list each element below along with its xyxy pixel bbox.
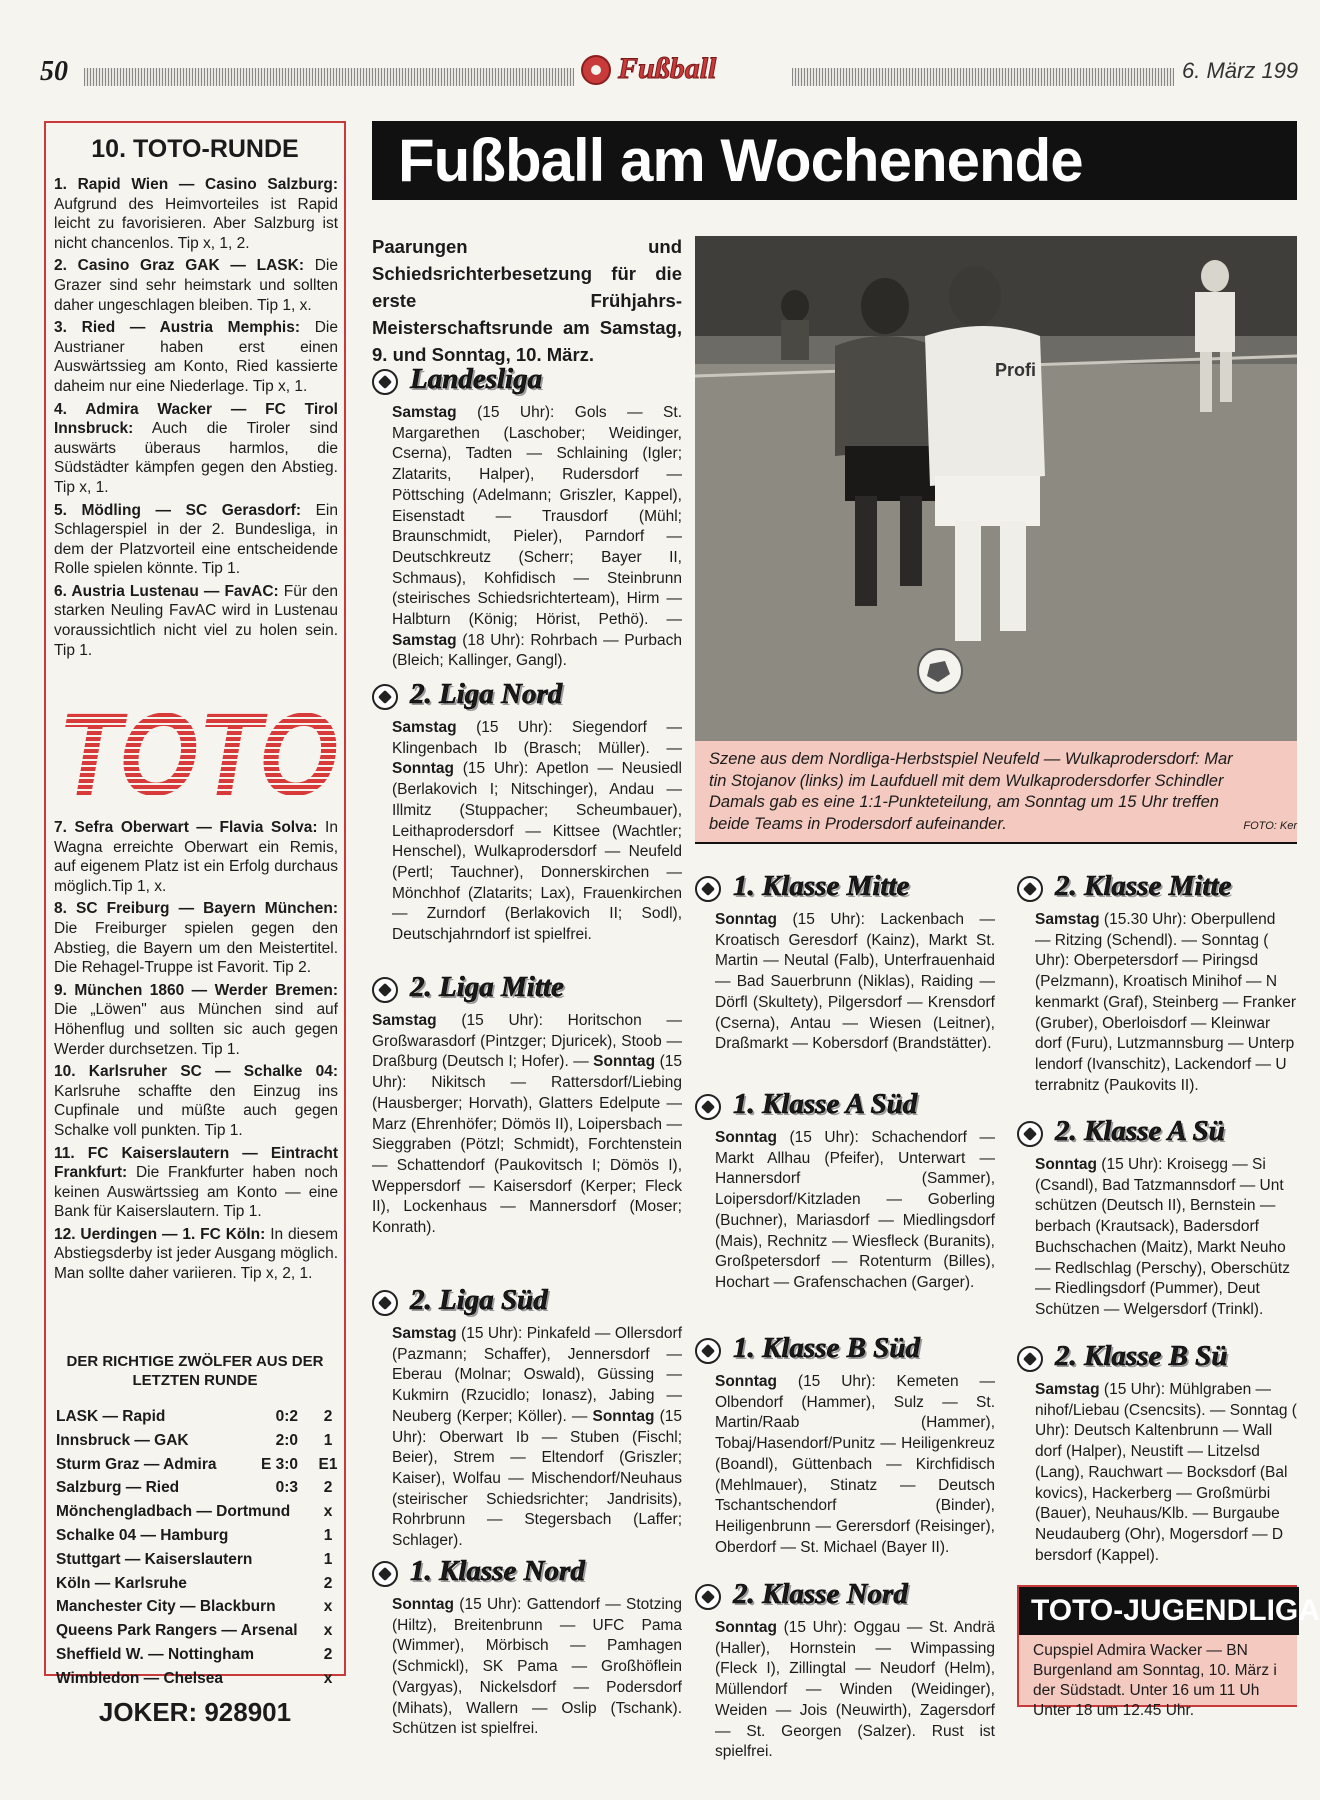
fixture-text: (15 Uhr): Mühlgraben — (1099, 1381, 1272, 1398)
fixture-line (1035, 1484, 1297, 1505)
toto-game (54, 1225, 338, 1284)
photo-credit: FOTO: Ker (1243, 820, 1297, 832)
fixture-text: (15 Uhr): Kroisegg — Si (1097, 1156, 1266, 1173)
toto-logo-text: TOTO (58, 689, 338, 821)
league-fixtures (715, 1128, 995, 1294)
table-row (56, 1548, 338, 1572)
fixture-line (1035, 1196, 1297, 1217)
table-row (56, 1429, 338, 1453)
table-row (56, 1476, 338, 1500)
football-icon (372, 684, 398, 710)
football-icon (695, 1338, 721, 1364)
fixture-day: Sonntag (1035, 1156, 1097, 1173)
fixture-text: schützen (Deutsch II), Bernstein — (1035, 1197, 1276, 1215)
fixture-text: (Gruber), Oberloisdorf — Kleinwar (1035, 1014, 1271, 1032)
fixture-text: nihof/Liebau (Csencsits). — Sonntag ( (1035, 1401, 1297, 1419)
game-comment: Ein Schlagerspiel in der 2. Bundesliga, in dem der Platzvorteil eine entscheidende Rolle spielen könnte. Tip 1. (54, 501, 338, 578)
game-match: 1. Rapid Wien — Casino Salzburg: (54, 176, 338, 193)
fixture-text: Neudauberg (Ohr), Mogersdorf — D (1035, 1525, 1284, 1543)
result-tip: 1 (323, 1526, 333, 1544)
league-title: 2. Liga Nord (410, 678, 563, 710)
result-match: Stuttgart — Kaiserslautern (56, 1550, 253, 1568)
league-1-klasse-mitte (695, 870, 995, 1055)
result-match: Sheffield W. — Nottingham (56, 1645, 255, 1663)
fixture-line (1035, 1217, 1297, 1238)
toto-game (54, 899, 338, 977)
league-title: 1. Klasse B Süd (733, 1332, 920, 1364)
league-title: 1. Klasse Mitte (733, 870, 910, 902)
jugend-line: Burgenland am Sonntag, 10. März i (1033, 1662, 1277, 1679)
toto-game (54, 818, 338, 896)
result-match: Manchester City — Blackburn (56, 1598, 276, 1616)
fixture-text: (Pelzmann), Kroatisch Minihof — N (1035, 973, 1278, 991)
league-1-klasse-nord (372, 1555, 682, 1740)
fixture-text: (15.30 Uhr): Oberpullend (1099, 911, 1276, 928)
league-2-klasse-b-sued (1017, 1340, 1297, 1566)
game-comment: Aufgrund des Heimvorteiles ist Rapid leicht zu favorisieren. Aber Salzburg ist nicht chancenlos. Tip x, 1, 2. (54, 195, 338, 252)
fixture-day: Samstag (392, 631, 457, 649)
game-match: 6. Austria Lustenau — FavAC: (54, 582, 279, 600)
fixture-day: Samstag (372, 1012, 437, 1029)
league-1-klasse-a-sued (695, 1088, 995, 1294)
game-match: 8. SC Freiburg — Bayern München: (54, 900, 338, 918)
result-score: 2:0 (275, 1431, 298, 1449)
game-comment: Die „Löwen" aus München sind auf Höhenflug und sollten sic auch gegen Werder durchsetzen. Tip 1. (54, 1001, 338, 1058)
result-match: Queens Park Rangers — Arsenal (56, 1622, 298, 1640)
league-2-klasse-nord (695, 1578, 995, 1763)
fixture-line (1035, 993, 1297, 1014)
table-row (56, 1524, 338, 1548)
fixture-line (1035, 1463, 1297, 1484)
result-tip: x (323, 1503, 333, 1521)
fixture-day: Samstag (1035, 1381, 1100, 1398)
game-comment: In Wagna erreichte Oberwart ein Remis, auf eigenem Platz ist ein Erfolg durchaus möglich.Tip 1, x. (54, 819, 338, 895)
fixture-text: Uhr): Deutsch Kaltenbrunn — Wall (1035, 1422, 1273, 1440)
shirt-sponsor: Profi (995, 360, 1037, 380)
jugend-line: der Südstadt. Unter 16 um 11 Uh (1033, 1682, 1260, 1699)
fixture-text: (18 Uhr): Rohrbach — Purbach (Bleich; Kallinger, Gangl). (392, 631, 682, 670)
toto-game (54, 256, 338, 315)
fixture-day: Sonntag (392, 760, 454, 778)
game-comment: Die Grazer sind sehr heimstark und sollten daher ungeschlagen bleiben. Tip 1, x. (54, 257, 338, 314)
toto-games-top (54, 175, 338, 663)
league-fixtures (715, 1618, 995, 1763)
fixture-line (1035, 1525, 1297, 1546)
result-match: Salzburg — Ried (56, 1479, 180, 1497)
fixture-day: Samstag (392, 1325, 457, 1342)
league-title: 1. Klasse Nord (410, 1555, 585, 1587)
page-header (40, 52, 1297, 92)
fixture-line (1035, 931, 1297, 952)
fixture-text: dorf (Halper), Neustift — Litzelsd (1035, 1443, 1260, 1461)
league-fixtures (392, 403, 682, 672)
league-title: 2. Liga Mitte (410, 971, 564, 1003)
fixture-day: Sonntag (715, 1373, 777, 1390)
league-2-klasse-mitte (1017, 870, 1297, 1096)
league-landesliga (372, 363, 682, 672)
photo-scene (695, 236, 1297, 741)
league-title: 2. Klasse A Sü (1055, 1115, 1225, 1147)
game-comment: Die Frankfurter haben noch keinen Auswärtssieg am Konto — eine Bank für Kaiserslautern. Tip 1. (54, 1164, 338, 1221)
toto-games-bottom (54, 818, 338, 1287)
fixture-text: Buchschachen (Maitz), Markt Neuho (1035, 1238, 1286, 1256)
league-liga-nord (372, 678, 682, 946)
results-table (56, 1405, 338, 1691)
fixture-day: Samstag (392, 719, 457, 736)
result-score: E 3:0 (260, 1455, 298, 1473)
fixture-text: (15 Uhr): Apetlon — Neusiedl (Berlakovich I; Nitschinger), Andau — Illmitz (Stuppacher; Scheumbauer), Leithaprodersdorf — Kittsee (Wachtler; Henschel), Wulkaprodersdorf — Neufeld (Pertl; Tauchner), Donnerskirchen — Mönchhof (Zlatarits; Lax), Frauenkirchen — Zurndorf (Berlakovich II; Sodl), Deutschjahrndorf ist spielfrei. (392, 760, 682, 944)
toto-game (54, 501, 338, 579)
table-row (56, 1667, 338, 1691)
fixture-day: Sonntag (592, 1407, 655, 1425)
toto-game (54, 1062, 338, 1140)
toto-game (54, 318, 338, 396)
toto-jugendliga-box (1017, 1585, 1320, 1719)
table-row (56, 1572, 338, 1596)
game-match: 2. Casino Graz GAK — LASK: (54, 257, 304, 275)
table-row (56, 1595, 338, 1619)
jugend-text (1033, 1641, 1305, 1721)
header-rule-left (84, 68, 574, 86)
fixture-day: Sonntag (715, 1619, 777, 1636)
fixture-line (1035, 1076, 1297, 1097)
result-tip: 2 (323, 1645, 333, 1663)
fixture-line (1035, 1034, 1297, 1055)
joker-number: JOKER: 928901 (98, 1697, 292, 1727)
fixture-text: (Csandl), Bad Tatzmannsdorf — Unt (1035, 1176, 1284, 1194)
fixture-text: kovics), Hackerberg — Großmürbi (1035, 1484, 1271, 1502)
game-match: 5. Mödling — SC Gerasdorf: (54, 501, 301, 519)
fixture-text: Uhr): Oberpetersdorf — Piringsd (1035, 952, 1259, 970)
toto-game (54, 400, 338, 498)
football-icon (695, 1094, 721, 1120)
fixture-line (1035, 1279, 1297, 1300)
table-row (56, 1643, 338, 1667)
fixture-text: (15 Uhr): Oggau — St. Andrä (Haller), Hornstein — Wimpassing (Fleck I), Zillingtal — Neudorf (Helm), Müllendorf — Winden (Weidinger), Weiden — Jois (Neuwirth), Zagersdorf — St. Georgen (Salzer). Rust ist spielfrei. (715, 1619, 995, 1761)
fixture-line (1035, 1504, 1297, 1525)
fixture-text: — Riedlingsdorf (Pummer), Deut (1035, 1280, 1260, 1298)
game-match: 9. München 1860 — Werder Bremen: (54, 981, 338, 999)
football-icon (1017, 1121, 1043, 1147)
intro-text: Paarungen und Schiedsrichterbesetzung für die erste Frühjahrs-Meisterschaftsrunde am Samstag, 9. und Sonntag, 10. März. (372, 236, 682, 365)
issue-date: 6. März 199 (1182, 58, 1299, 83)
toto-game (54, 582, 338, 660)
fixture-text: — Redlschlag (Perschy), Oberschütz (1035, 1259, 1290, 1277)
game-match: 11. FC Kaiserslautern — Eintracht Frankfurt: (54, 1144, 338, 1182)
fixture-text: (15 Uhr): Gattendorf — Stotzing (Hiltz), Breitenbrunn — UFC Pama (Wimmer), Mörbisch — Pamhagen (Schmickl), SK Pama — Großhöflein (Vargyas), Nickelsdorf — Podersdorf (Mihats), Wallern — Oslip (Tschank). Schützen ist spielfrei. (392, 1596, 682, 1738)
league-title: 2. Klasse Nord (733, 1578, 908, 1610)
league-fixtures (1035, 1155, 1297, 1321)
fixture-text: kenmarkt (Graf), Steinberg — Franker (1035, 993, 1296, 1011)
caption-line: Damals gab es eine 1:1-Punkteteilung, am Sonntag um 15 Uhr treffen (709, 793, 1219, 811)
fixture-text: Schützen — Welgersdorf (Trinkl). (1035, 1300, 1264, 1318)
table-row (56, 1619, 338, 1643)
league-title: 1. Klasse A Süd (733, 1088, 918, 1120)
toto-game (54, 175, 338, 253)
league-fixtures (1035, 1380, 1297, 1566)
football-icon (695, 876, 721, 902)
section-title: Fußball (618, 52, 717, 85)
fixture-text: (15 Uhr): Schachendorf — Markt Allhau (Pfeifer), Unterwart — Hannersdorf (Sammer), Loipersdorf/Kitzladen — Goberling (Buchner), Mariasdorf — Miedlingsdorf (Mais), Rechnitz — Wiesfleck (Buranits), Großpetersdorf — Rotenturm (Billes), Hochart — Grafenschachen (Garger). (715, 1129, 995, 1291)
fixture-line (1035, 1014, 1297, 1035)
football-icon (372, 1290, 398, 1316)
fixture-text: (15 Uhr): Pinkafeld — Ollersdorf (Pazmann; Schaffer), Jennersdorf — Eberau (Molnar; Oswald), Güssing — Kukmirn (Rzucidlo; Ionasz), Jabing — Neuberg (Kerper; Köller). — (392, 1325, 682, 1425)
result-tip: E1 (318, 1455, 338, 1473)
league-liga-mitte (372, 971, 682, 1239)
league-title: 2. Klasse B Sü (1055, 1340, 1228, 1372)
fixture-line (1035, 910, 1297, 931)
game-comment: Für den starken Neuling FavAC wird in Lustenau voraussichtlich nicht viel zu holen sein. Tip 1. (54, 582, 338, 659)
result-match: Schalke 04 — Hamburg (56, 1526, 229, 1544)
result-match: Sturm Graz — Admira (56, 1455, 217, 1473)
league-title: Landesliga (410, 363, 543, 395)
fixture-day: Sonntag (593, 1053, 656, 1071)
fixture-text: (15 Uhr): Gols — St. Margarethen (Laschober; Weidinger, Cserna), Tadten — Schlaining (Igler; Zlatarits, Halper), Rudersdorf — Pöttsching (Adelmann; Griszler, Kappel), Eisenstadt — Trausdorf (Mühl; Braunschmidt, Pieler), Parndorf — Deutschkreutz (Scherr; Bayer II, Schmaus), Kohfidisch — Steinbrunn (steirisches Schiedsrichterteam), Hirm — Halbturn (König; Hörist, Pethö). — (392, 404, 682, 629)
fixture-text: bersdorf (Kappel). (1035, 1546, 1160, 1564)
page-number: 50 (40, 56, 68, 87)
fixture-line (1035, 1238, 1297, 1259)
result-match: Innsbruck — GAK (56, 1431, 189, 1449)
league-fixtures (372, 1011, 682, 1239)
result-match: LASK — Rapid (56, 1408, 166, 1425)
result-match: Köln — Karlsruhe (56, 1574, 187, 1592)
fixture-text: (15 Uhr): Oberwart Ib — Stuben (Fischl; Beier), Strem — Eltendorf (Griszler; Kaiser), Wolfau — Mischendorf/Neuhaus (steirischer Schiedsrichter; Jandrisits), Rohrbrunn — Stegersbach (Laffer; Schlager). (392, 1407, 682, 1550)
results-title: DER RICHTIGE ZWÖLFER AUS DER LETZTEN RUNDE (66, 1353, 324, 1389)
result-tip: 1 (323, 1550, 333, 1568)
fixture-text: dorf (Furu), Lutzmannsburg — Unterp (1035, 1035, 1295, 1053)
caption-line: Szene aus dem Nordliga-Herbstspiel Neufeld — Wulkaprodersdorf: Mar (709, 750, 1233, 768)
game-comment: In diesem Abstiegsderby ist jeder Ausgang möglich. Man sollte daher variieren. Tip x, 2, 1. (54, 1225, 338, 1283)
football-icon (695, 1584, 721, 1610)
result-tip: 2 (323, 1408, 333, 1425)
fixture-line (1035, 1546, 1297, 1567)
fixture-day: Sonntag (715, 911, 777, 928)
fixture-line (1035, 951, 1297, 972)
fixture-line (1035, 972, 1297, 993)
league-fixtures (715, 910, 995, 1055)
football-icon (372, 369, 398, 395)
game-match: 12. Uerdingen — 1. FC Köln: (54, 1225, 266, 1243)
fixture-text: terrabnitz (Paukovits II). (1035, 1076, 1199, 1094)
football-icon (1017, 1346, 1043, 1372)
fixture-text: (15 Uhr): Kemeten — Olbendorf (Hammer), Sulz — St. Martin/Raab (Hammer), Tobaj/Hasendorf/Punitz — Heiligenkreuz (Boandl), Güttenbach — Kirchfidisch (Mehlmauer), Stinatz — Deutsch Tschantschendorf (Binder), Heiligenbrunn — Gerersdorf (Reisinger), Oberdorf — St. Michael (Bayer II). (715, 1373, 995, 1556)
table-row (56, 1453, 338, 1477)
table-row (56, 1405, 338, 1429)
fixture-text: lendorf (Ivanschitz), Lackendorf — U (1035, 1055, 1287, 1073)
football-icon (372, 977, 398, 1003)
fixture-text: (15 Uhr): Siegendorf — Klingenbach Ib (Brasch; Müller). — (392, 719, 682, 757)
result-tip: x (323, 1622, 333, 1640)
game-comment: Karlsruhe schaffte den Einzug ins Cupfinale und müßte auch gegen Schalke voll punkten. Tip 1. (54, 1082, 338, 1139)
game-match: 4. Admira Wacker — FC Tirol Innsbruck: (54, 400, 338, 438)
result-tip: x (323, 1669, 333, 1687)
fixture-text: (Lang), Rauchwart — Bocksdorf (Bal (1035, 1463, 1288, 1481)
league-2-klasse-a-sued (1017, 1115, 1297, 1321)
jugend-line: Cupspiel Admira Wacker — BN (1033, 1642, 1248, 1659)
league-1-klasse-b-sued (695, 1332, 995, 1558)
game-comment: Die Austrianer haben erst einen Auswärtssieg am Konto, Ried kassierte daheim nur eine Niederlage. Tip x, 1. (54, 319, 338, 395)
fixture-day: Sonntag (392, 1596, 454, 1613)
photo-caption (695, 741, 1297, 844)
toto-logo (56, 689, 341, 821)
game-match: 10. Karlsruher SC — Schalke 04: (54, 1063, 338, 1081)
league-fixtures (715, 1372, 995, 1558)
jugend-title: TOTO-JUGENDLIGA (1019, 1587, 1299, 1635)
football-icon (372, 1561, 398, 1587)
toto-game (54, 1144, 338, 1222)
toto-box (44, 121, 346, 1727)
league-fixtures (392, 718, 682, 946)
table-row (56, 1500, 338, 1524)
main-headline: Fußball am Wochenende (372, 121, 1297, 200)
caption-line: beide Teams in Prodersdorf aufeinander. (709, 814, 1007, 833)
league-liga-sued (372, 1284, 682, 1552)
caption-text (709, 749, 1299, 835)
league-title: 2. Liga Süd (410, 1284, 548, 1316)
league-title: 2. Klasse Mitte (1055, 870, 1232, 902)
result-match: Mönchengladbach — Dortmund (56, 1503, 291, 1521)
football-logo-icon (581, 55, 611, 85)
fixture-day: Samstag (1035, 911, 1100, 928)
fixture-text: (15 Uhr): Lackenbach — Kroatisch Geresdorf (Kainz), Markt St. Martin — Neutal (Falb), Unterfrauenhaid — Bad Sauerbrunn (Niklas), Raiding — Dörfl (Skultety), Pilgersdorf — Krensdorf (Cserna), Antau — Wiesen (Leitner), Draßmarkt — Kobersdorf (Brandstätter). (715, 911, 995, 1053)
fixture-line (1035, 1155, 1297, 1176)
league-fixtures (1035, 910, 1297, 1096)
result-tip: 2 (323, 1479, 333, 1497)
caption-line: tin Stojanov (links) im Laufduell mit dem Wulkaprodersdorfer Schindler (709, 771, 1224, 790)
fixture-text: — Ritzing (Schendl). — Sonntag ( (1035, 931, 1269, 949)
game-match: 7. Sefra Oberwart — Flavia Solva: (54, 819, 318, 836)
result-tip: 1 (323, 1431, 333, 1449)
header-rule-right (792, 68, 1174, 86)
fixture-line (1035, 1259, 1297, 1280)
toto-title: 10. TOTO-RUNDE (91, 135, 299, 163)
fixture-day: Samstag (392, 404, 457, 421)
fixture-line (1035, 1421, 1297, 1442)
fixture-line (1035, 1401, 1297, 1422)
fixture-text: berbach (Krautsack), Badersdorf (1035, 1218, 1259, 1236)
game-match: 3. Ried — Austria Memphis: (54, 319, 301, 337)
result-score: 0:2 (275, 1408, 298, 1425)
fixture-line (1035, 1176, 1297, 1197)
fixture-line (1035, 1055, 1297, 1076)
fixture-text: (Bauer), Neuhaus/Klb. — Burgaube (1035, 1505, 1280, 1523)
fixture-text: (15 Uhr): Horitschon — Großwarasdorf (Pintzger; Djuricek), Stoob — Draßburg (Deutsch I; Hofer). — (372, 1012, 682, 1071)
fixture-line (1035, 1380, 1297, 1401)
toto-game (54, 981, 338, 1059)
fixture-text: (15 Uhr): Nikitsch — Rattersdorf/Liebing (Hausberger; Horvath), Glatters Edelpute — Marz (Ehrenhöfer; Dömös II), Loipersbach — Sieggraben (Pötzl; Schmidt), Forchtenstein — Schattendorf (Paukovitsch I; Dömös I), Weppersdorf — Kaisersdorf (Kerper; Fleck II), Lockenhaus — Mannersdorf (Moser; Konrath). (372, 1053, 682, 1237)
result-score: 0:3 (275, 1479, 298, 1497)
game-comment: Die Freiburger spielen gegen den Abstieg, die Bayern um den Meistertitel. Die Rehagel-Truppe ist Favorit. Tip 2. (54, 919, 338, 977)
result-tip: 2 (323, 1574, 333, 1592)
result-match: Wimbledon — Chelsea (56, 1669, 223, 1687)
result-tip: x (323, 1598, 333, 1616)
league-fixtures (392, 1324, 682, 1552)
football-icon (1017, 876, 1043, 902)
fixture-line (1035, 1442, 1297, 1463)
game-comment: Auch die Tiroler sind auswärts überaus harmlos, die Südstädter kämpfen gegen den Abstieg. Tip x, 1. (54, 420, 338, 496)
fixture-day: Sonntag (715, 1129, 777, 1146)
league-fixtures (392, 1595, 682, 1740)
match-photo (695, 236, 1297, 741)
jugend-line: Unter 18 um 12.45 Uhr. (1033, 1702, 1195, 1719)
fixture-line (1035, 1300, 1297, 1321)
